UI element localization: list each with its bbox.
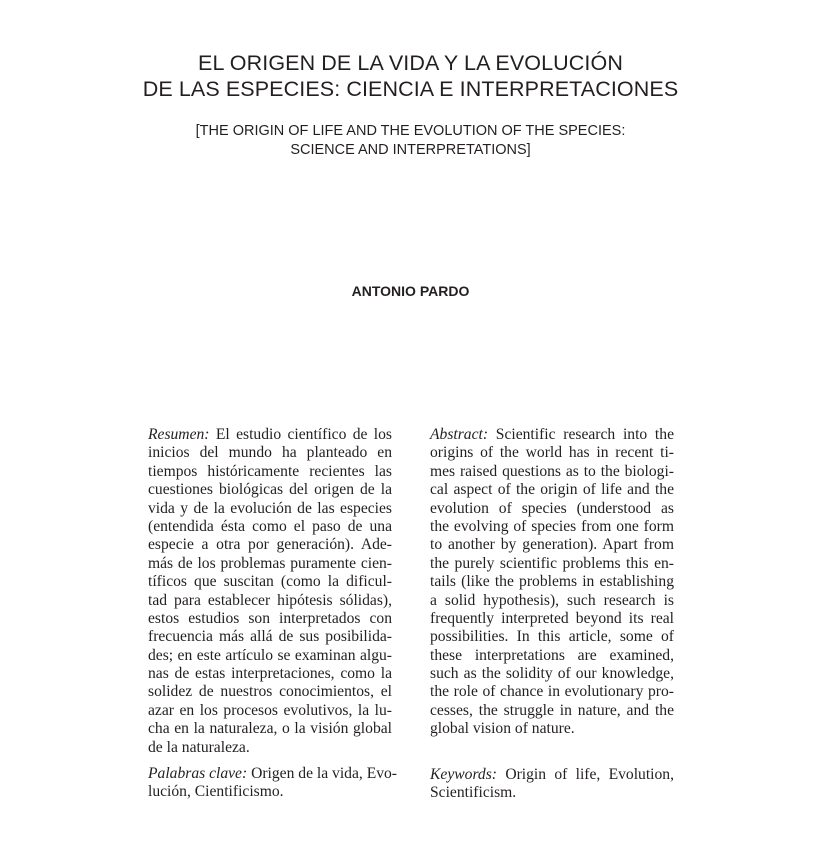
text-line: cuestiones biológicas del origen de la [148,481,392,499]
text-line: to another by generation). Apart from [430,536,674,554]
text-line: possibilities. In this article, some of [430,628,674,646]
resumen-paragraph [148,426,392,757]
article-title [0,50,821,102]
text-line: estos estudios son interpretados con [148,609,392,627]
subtitle-line: SCIENCE AND INTERPRETATIONS] [290,142,531,158]
text-line: tiempos históricamente recientes las [148,462,392,480]
text-line: frecuencia más allá de sus posibilida- [148,628,392,646]
text-line: a solid hypothesis), such research is [430,591,674,609]
text-line: the evolving of species from one form [430,517,674,535]
text-line: frequently interpreted beyond its real [430,609,674,627]
text-line: Resumen: El estudio científico de los [148,426,393,443]
text-line: such as the solidity of our knowledge, [430,665,674,683]
resumen-keywords [148,765,398,802]
keywords-label: Keywords: [430,765,497,783]
subtitle-line: [THE ORIGIN OF LIFE AND THE EVOLUTION OF THE SPECIES: [195,123,626,139]
text-line: Keywords: Origin of life, Evolution, [430,765,675,783]
text-line: tíficos que suscitan (como la dificul- [148,573,392,591]
text-line: the role of chance in evolutionary pro- [430,683,674,701]
abstract-keywords [430,766,674,803]
text-line: nas de estas interpretaciones, como la [148,665,392,683]
text-line: these interpretations are examined, [430,646,674,664]
abstract-label: Abstract: [430,426,489,443]
text-line: inicios del mundo ha planteado en [148,444,392,462]
article-subtitle-english [0,122,821,160]
text-line: solidez de nuestros conocimientos, el [148,683,392,701]
text-line: global vision of nature. [430,720,575,738]
abstract-paragraph [430,426,674,739]
text-line: cal aspect of the origin of life and the [430,481,674,499]
text-line: lución, Cientificismo. [148,783,284,801]
text-line: azar en los procesos evolutivos, la lu- [148,701,392,719]
resumen-column [148,426,398,802]
author-name: ANTONIO PARDO [351,283,470,299]
text-line: de la naturaleza. [148,738,250,756]
keywords-label: Palabras clave: [148,765,248,783]
title-line: DE LAS ESPECIES: CIENCIA E INTERPRETACIONES [142,77,679,101]
title-line: EL ORIGEN DE LA VIDA Y LA EVOLUCIÓN [198,51,623,75]
text-line: especie a otra por generación). Ade- [148,536,392,554]
text-line: más de los problemas puramente cien- [148,554,392,572]
abstract-column [430,426,674,802]
text-line: the purely scientific problems this en- [430,554,674,572]
text-line: Abstract: Scientific research into the [430,426,674,443]
text-line: evolution of species (understood as [430,499,674,517]
text-line: origins of the world has in recent ti- [430,444,674,462]
text-line: tad para establecer hipótesis sólidas), [148,591,392,609]
text-line: mes raised questions as to the biologi- [430,462,674,480]
text-line: Palabras clave: Origen de la vida, Evo- [148,765,398,783]
text-line: cesses, the struggle in nature, and the [430,701,674,719]
text-line: des; en este artículo se examinan algu- [148,646,392,664]
text-line: (entendida ésta como el paso de una [148,517,392,535]
text-line: Scientificism. [430,784,517,802]
text-line: vida y de la evolución de las especies [148,499,392,517]
resumen-label: Resumen: [148,426,210,443]
text-line: cha en la naturaleza, o la visión global [148,720,392,738]
text-line: tails (like the problems in establishing [430,573,674,591]
